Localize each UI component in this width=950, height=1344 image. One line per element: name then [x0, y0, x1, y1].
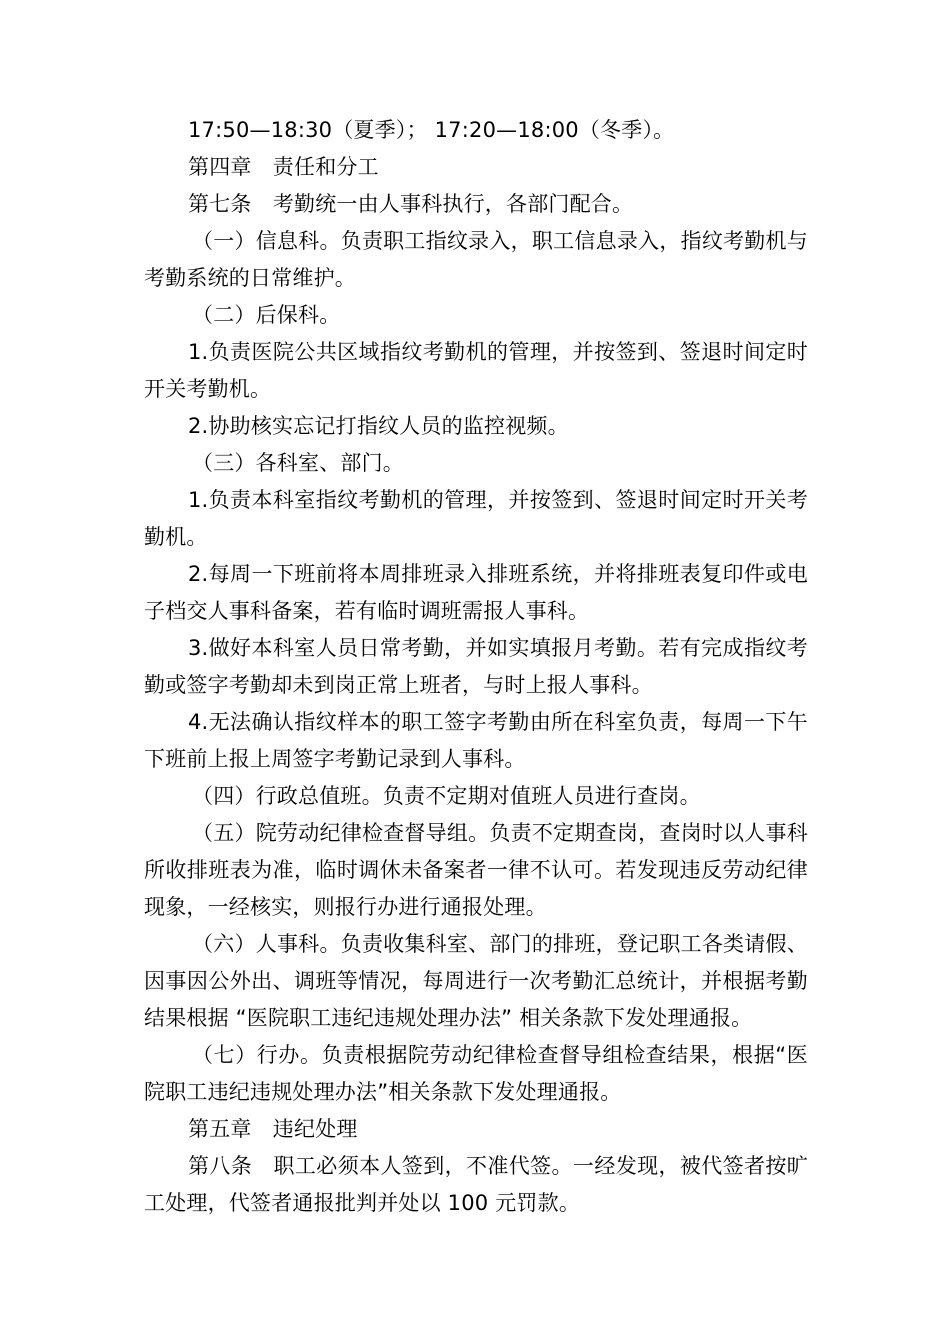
departments-point-4: 4.无法确认指纹样本的职工签字考勤由所在科室负责，每周一下午下班前上报上周签字考勤记录到人事科。 — [144, 710, 808, 771]
item-hr-dept: （六）人事科。负责收集科室、部门的排班，登记职工各类请假、因事因公外出、调班等情况，每周进行一次考勤汇总统计，并根据考勤结果根据 “医院职工违纪违规处理办法” 相关条款下发处理通报。 — [144, 932, 808, 1030]
paragraph-time-schedule: 17:50—18:30（夏季）； 17:20—18:00（冬季）。 — [188, 118, 675, 142]
departments-point-3: 3.做好本科室人员日常考勤，并如实填报月考勤。若有完成指纹考勤或签字考勤却未到岗正常上班者，与时上报人事科。 — [144, 636, 808, 697]
item-discipline-group: （五）院劳动纪律检查督导组。负责不定期查岗，查岗时以人事科所收排班表为准，临时调休未备案者一律不认可。若发现违反劳动纪律现象，一经核实，则报行办进行通报处理。 — [144, 821, 808, 919]
chapter-heading-5: 第五章 违纪处理 — [188, 1117, 358, 1141]
article-7: 第七条 考勤统一由人事科执行，各部门配合。 — [188, 192, 634, 216]
departments-point-2: 2.每周一下班前将本周排班录入排班系统，并将排班表复印件或电子档交人事科备案，若有临时调班需报人事科。 — [144, 562, 808, 623]
item-logistics-dept: （二）后保科。 — [192, 303, 341, 327]
item-info-dept: （一）信息科。负责职工指纹录入，职工信息录入，指纹考勤机与考勤系统的日常维护。 — [144, 229, 808, 290]
article-8: 第八条 职工必须本人签到，不准代签。一经发现，被代签者按旷工处理，代签者通报批判并处以 100 元罚款。 — [144, 1154, 808, 1215]
item-departments: （三）各科室、部门。 — [192, 451, 404, 475]
departments-point-1: 1.负责本科室指纹考勤机的管理，并按签到、签退时间定时开关考勤机。 — [144, 488, 808, 549]
item-admin-office: （七）行办。负责根据院劳动纪律检查督导组检查结果，根据“医院职工违纪违规处理办法”相关条款下发处理通报。 — [144, 1043, 808, 1104]
logistics-point-1: 1.负责医院公共区域指纹考勤机的管理，并按签到、签退时间定时开关考勤机。 — [144, 340, 808, 401]
item-admin-duty: （四）行政总值班。负责不定期对值班人员进行查岗。 — [192, 784, 701, 808]
logistics-point-2: 2.协助核实忘记打指纹人员的监控视频。 — [188, 414, 569, 438]
document-page — [144, 112, 808, 1222]
chapter-heading-4: 第四章 责任和分工 — [188, 155, 379, 179]
